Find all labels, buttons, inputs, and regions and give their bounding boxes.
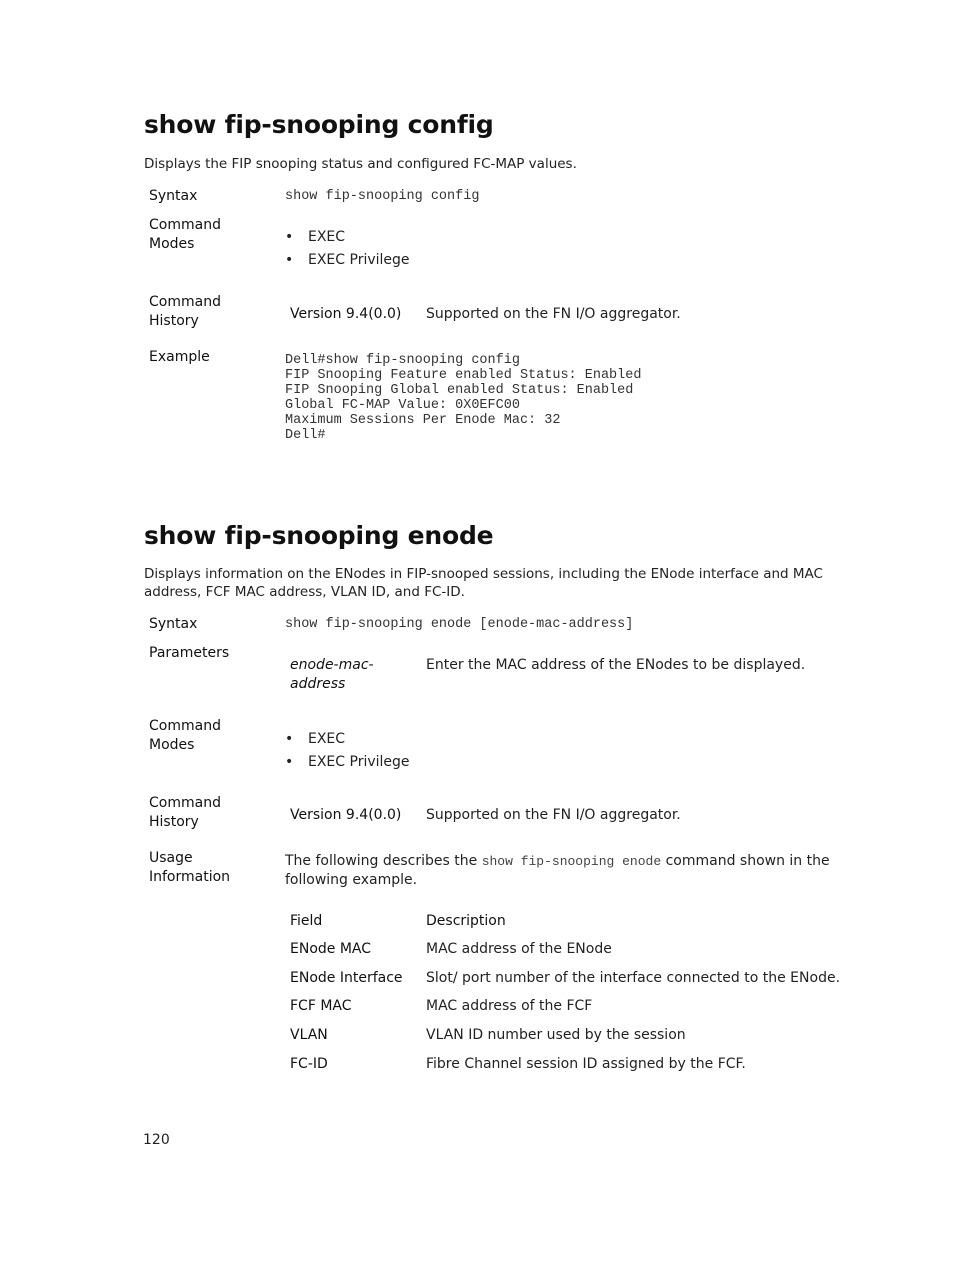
list-item: • EXEC — [285, 228, 410, 251]
table-cell-description: Fibre Channel session ID assigned by the FCF. — [426, 1056, 746, 1072]
parameter-name: enode-mac- address — [290, 657, 374, 692]
command-modes-list — [285, 228, 410, 273]
table-cell-description: Slot/ port number of the interface connected to the ENode. — [426, 970, 841, 986]
usage-text: The following describes the show fip-snooping enode command shown in the following example. — [285, 853, 830, 888]
table-cell-field: ENode MAC — [290, 941, 372, 957]
section-description-config: Displays the FIP snooping status and configured FC-MAP values. — [144, 156, 577, 172]
table-cell-field: VLAN — [290, 1027, 328, 1043]
syntax-command: show fip-snooping enode [enode-mac-address] — [285, 617, 634, 632]
example-label: Example — [149, 349, 210, 365]
example-code: Dell#show fip-snooping config FIP Snooping Feature enabled Status: Enabled FIP Snooping Global enabled Status: Enabled Global FC-MAP Value: 0X0EFC00 Maximum Sessions Per Enode Mac: 32 Dell# — [285, 353, 642, 443]
list-item: • EXEC — [285, 730, 410, 753]
table-cell-description: MAC address of the ENode — [426, 941, 612, 957]
inline-command: show fip-snooping enode — [481, 854, 662, 869]
table-cell-description: MAC address of the FCF — [426, 998, 593, 1014]
page-number: 120 — [143, 1132, 170, 1148]
table-cell-description: VLAN ID number used by the session — [426, 1027, 686, 1043]
usage-information-label: Usage Information — [149, 850, 231, 885]
parameters-label: Parameters — [149, 645, 230, 661]
syntax-label: Syntax — [149, 616, 198, 632]
table-cell-field: FCF MAC — [290, 998, 352, 1014]
section-description-enode: Displays information on the ENodes in FIP-snooped sessions, including the ENode interface and MAC address, FCF MAC address, VLAN ID, and FC-ID. — [144, 566, 823, 600]
command-history-label: Command History — [149, 795, 221, 830]
command-history-label: Command History — [149, 294, 221, 329]
list-item: • EXEC Privilege — [285, 251, 410, 274]
parameter-description: Enter the MAC address of the ENodes to be displayed. — [426, 657, 806, 673]
command-modes-list — [285, 730, 410, 775]
table-header-description: Description — [426, 913, 506, 929]
history-version: Version 9.4(0.0) — [290, 807, 402, 823]
history-text: Supported on the FN I/O aggregator. — [426, 807, 681, 823]
table-cell-field: ENode Interface — [290, 970, 403, 986]
list-item: • EXEC Privilege — [285, 753, 410, 776]
command-modes-label: Command Modes — [149, 718, 221, 753]
command-modes-label: Command Modes — [149, 217, 221, 252]
section-title-config: show fip-snooping config — [144, 110, 494, 139]
section-title-enode: show fip-snooping enode — [144, 521, 494, 550]
table-header-field: Field — [290, 913, 323, 929]
history-text: Supported on the FN I/O aggregator. — [426, 306, 681, 322]
history-version: Version 9.4(0.0) — [290, 306, 402, 322]
table-cell-field: FC-ID — [290, 1056, 328, 1072]
syntax-label: Syntax — [149, 188, 198, 204]
syntax-command: show fip-snooping config — [285, 189, 480, 204]
